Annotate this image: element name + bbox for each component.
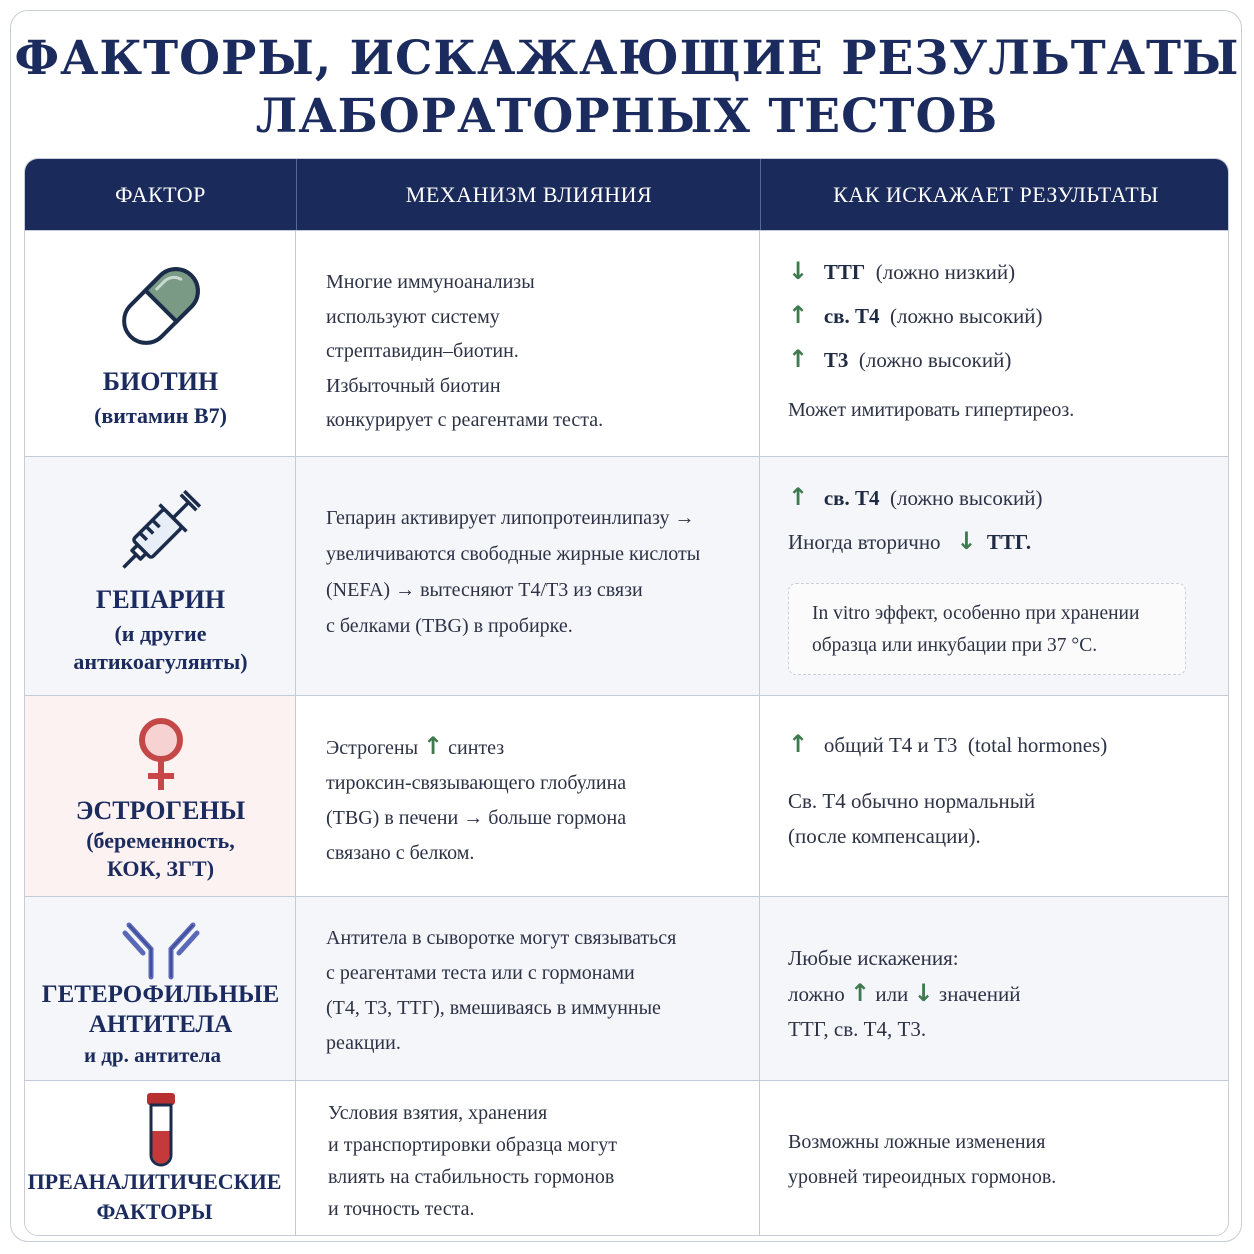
factor-name: ГЕПАРИН (95, 585, 226, 614)
mechanism-line: (TBG) в печени → больше гормона (326, 807, 627, 829)
mechanism-line: Гепарин активирует липопротеинлипазу → (326, 507, 695, 529)
mechanism-line: (Т4, Т3, ТТГ), вмешиваясь в иммунные (326, 997, 661, 1019)
antibody-icon (25, 911, 296, 981)
table-row-heparin (25, 456, 1228, 695)
table-row-biotin (25, 230, 1228, 456)
note-line: образца или инкубации при 37 °C. (812, 635, 1098, 656)
result-hormone: ТТГ (823, 260, 866, 284)
mechanism-line: и транспортировки образца могут (328, 1134, 618, 1156)
result-line (788, 257, 1015, 285)
effect-cell (760, 1081, 1229, 1236)
page-title-line2: ЛАБОРАТОРНЫХ ТЕСТОВ (255, 89, 999, 144)
result-line (788, 483, 1043, 511)
mechanism-cell (296, 1081, 760, 1236)
effect-cell (760, 897, 1229, 1080)
mechanism-line: увеличиваются свободные жирные кислоты (326, 543, 701, 565)
result-line (788, 976, 1021, 1012)
mechanism-line: (NEFA) → вытесняют Т4/Т3 из связи (326, 579, 643, 601)
mechanism-line: связано с белком. (326, 842, 475, 864)
mechanism-line: и точность теста. (328, 1198, 475, 1220)
factor-cell (25, 1081, 296, 1236)
result-hormone: Т3 (823, 348, 849, 372)
mechanism-line: с реагентами теста или с гормонами (326, 962, 635, 984)
header-factor: ФАКТОР (115, 181, 206, 207)
result-line (788, 730, 1107, 758)
mechanism-cell (296, 457, 760, 695)
in-vitro-note-box (788, 583, 1186, 675)
result-line (788, 345, 1011, 373)
effect-cell (760, 457, 1229, 695)
factor-name-line1: ГЕТЕРОФИЛЬНЫЕ (41, 981, 280, 1008)
result-text: или (875, 982, 909, 1006)
mechanism-line: с белками (TBG) в пробирке. (326, 615, 573, 637)
factor-subtitle: и др. антитела (83, 1043, 222, 1067)
arrow-up-icon: ↑ (788, 483, 809, 511)
mechanism-line: тироксин-связывающего глобулина (326, 772, 627, 794)
result-text: общий Т4 и Т3 (total hormones) (823, 733, 1108, 757)
table-row-estrogens (25, 695, 1228, 896)
factor-name-line2: ФАКТОРЫ (96, 1199, 213, 1224)
result-line: уровней тиреоидных гормонов. (788, 1166, 1057, 1188)
venus-icon (25, 714, 296, 794)
table-header (25, 159, 1228, 230)
result-line: Любые искажения: (788, 946, 959, 970)
capsule-icon (25, 251, 296, 361)
mechanism-line: Избыточный биотин (326, 374, 501, 397)
result-hormone: ТТГ. (986, 530, 1032, 554)
syringe-icon (25, 475, 296, 585)
result-line: ТТГ, св. Т4, Т3. (788, 1017, 927, 1041)
arrow-up-icon: ↑ (788, 730, 809, 758)
result-text: (ложно высокий) (858, 348, 1012, 372)
result-hormone: св. Т4 (823, 304, 880, 328)
blood-tube-icon (25, 1091, 296, 1169)
mechanism-line: Многие иммуноанализы (326, 271, 535, 293)
result-text: (ложно высокий) (890, 304, 1043, 328)
mechanism-line: Антитела в сыворотке могут связываться (326, 927, 677, 949)
result-line (788, 527, 1031, 555)
factor-name-line2: АНТИТЕЛА (88, 1011, 233, 1038)
result-line (788, 301, 1043, 329)
result-block (788, 941, 1021, 1047)
factor-subtitle-line2: КОК, ЗГТ) (106, 856, 215, 881)
mechanism-cell (296, 897, 760, 1080)
mechanism-line: Условия взятия, хранения (328, 1102, 548, 1124)
factor-cell (25, 231, 296, 456)
note-line: Св. Т4 обычно нормальный (788, 789, 1036, 813)
header-effect: КАК ИСКАЖАЕТ РЕЗУЛЬТАТЫ (760, 159, 1229, 230)
arrow-up-icon: ↑ (788, 301, 809, 329)
factor-name-line1: ПРЕАНАЛИТИЧЕСКИЕ (27, 1169, 282, 1194)
factor-subtitle-line1: (и другие (114, 621, 207, 646)
result-text: Иногда вторично (788, 530, 941, 554)
result-notes (788, 784, 1035, 854)
mechanism-line: используют систему (326, 305, 500, 328)
factor-name: ЭСТРОГЕНЫ (75, 796, 246, 825)
result-text: (ложно высокий) (890, 486, 1043, 510)
table-row-preanalytical (25, 1080, 1228, 1236)
arrow-down-icon: ↓ (956, 527, 977, 555)
factor-cell (25, 457, 296, 695)
mechanism-text: синтез (448, 737, 505, 759)
result-text: (ложно низкий) (875, 260, 1016, 284)
result-hormone: св. Т4 (823, 486, 880, 510)
mechanism-line: влиять на стабильность гормонов (328, 1166, 615, 1188)
factors-table (24, 158, 1229, 1236)
effect-cell (760, 696, 1229, 896)
result-note: Может имитировать гипертиреоз. (788, 399, 1075, 421)
arrow-down-icon: ↓ (788, 257, 809, 285)
factor-cell (25, 696, 296, 896)
result-line: Возможны ложные изменения (788, 1131, 1046, 1153)
arrow-up-icon: ↑ (423, 732, 444, 760)
arrow-up-icon: ↑ (849, 979, 871, 1007)
factor-subtitle: (витамин B7) (94, 403, 227, 428)
mechanism-cell (296, 696, 760, 896)
mechanism-line (326, 729, 626, 766)
mechanism-line: стрептавидин–биотин. (326, 340, 519, 362)
result-text: ложно (788, 982, 845, 1006)
arrow-down-icon: ↓ (913, 979, 934, 1007)
factor-name: БИОТИН (102, 367, 219, 396)
mechanism-text: Эстрогены (326, 737, 419, 759)
mechanism-line: конкурирует с реагентами теста. (326, 409, 604, 431)
result-text: значений (938, 982, 1021, 1006)
effect-cell (760, 231, 1229, 456)
arrow-up-icon: ↑ (788, 345, 809, 373)
table-row-antibodies (25, 896, 1228, 1080)
mechanism-cell (296, 231, 760, 456)
header-mechanism: МЕХАНИЗМ ВЛИЯНИЯ (296, 159, 761, 230)
note-line: In vitro эффект, особенно при хранении (812, 603, 1140, 624)
note-line: (после компенсации). (788, 824, 981, 848)
factor-subtitle-line1: (беременность, (86, 828, 235, 853)
mechanism-line: реакции. (326, 1032, 401, 1054)
factor-subtitle-line2: антикоагулянты) (73, 649, 248, 674)
result-block (788, 1125, 1056, 1195)
factor-cell (25, 897, 296, 1080)
page-title-line1: ФАКТОРЫ, ИСКАЖАЮЩИЕ РЕЗУЛЬТАТЫ (14, 31, 1240, 86)
